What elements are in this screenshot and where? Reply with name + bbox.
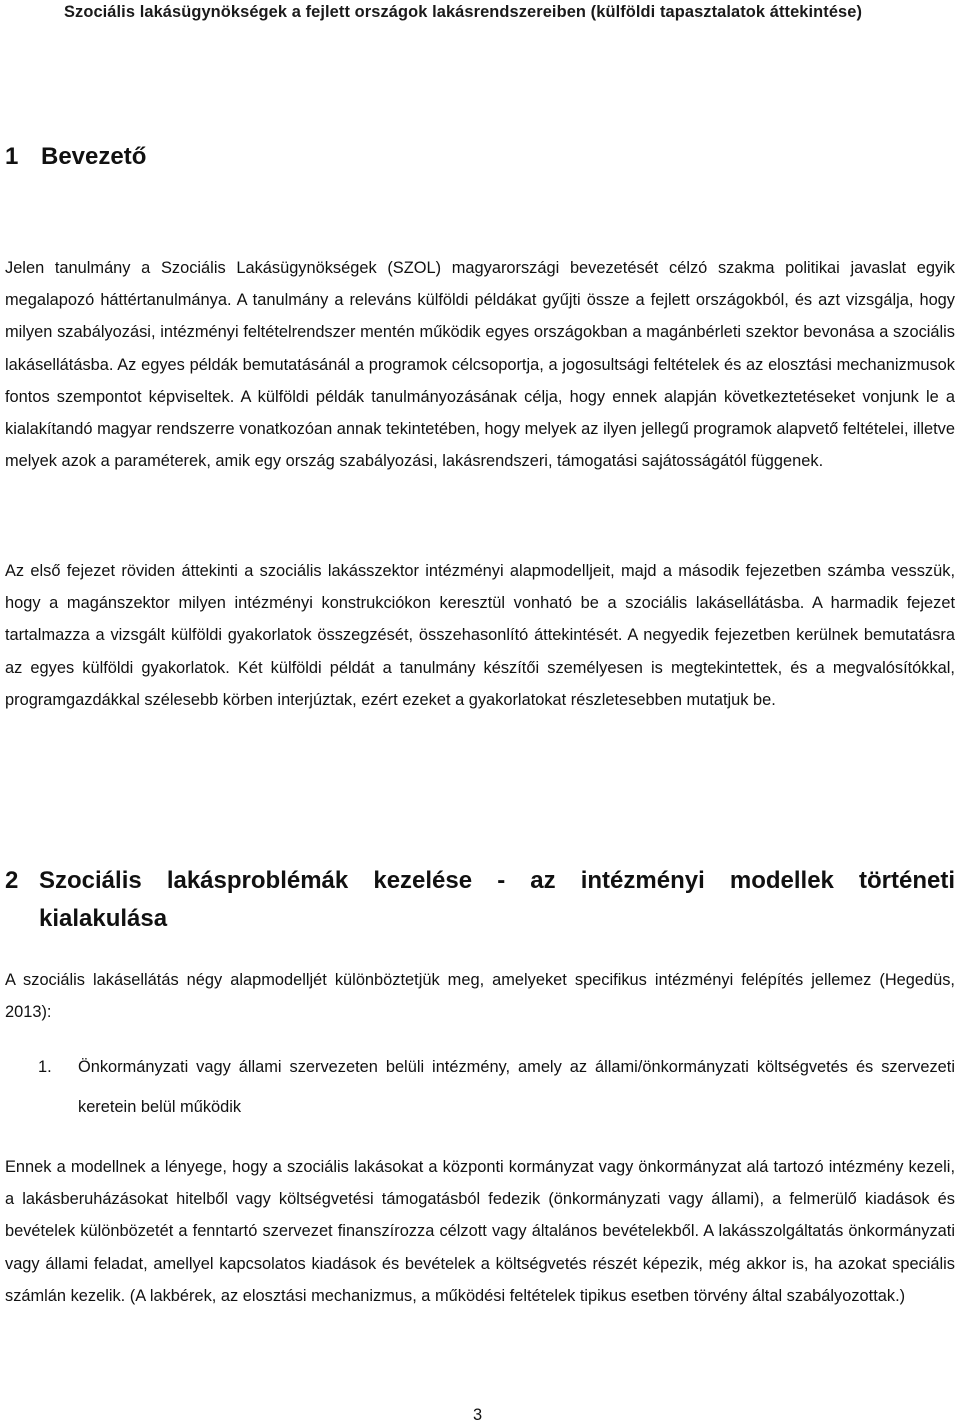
section-1-paragraph-1: Jelen tanulmány a Szociális Lakásügynökségek (SZOL) magyarországi bevezetését célzó szakma politikai javaslat egyik megalapozó háttértanulmánya. A tanulmány a releváns külföldi példákat gyűjti össze a fejlett országokból, és azt vizsgálja, hogy milyen szabályozási, intézményi feltételrendszer mentén működik egyes országokban a magánbérleti szektor bevonása a szociális lakásellátásba. Az egyes példák bemutatásánál a programok célcsoportja, a jogosultsági feltételek és az elosztási mechanizmusok fontos szempontot képviseltek. A külföldi példák tanulmányozásának célja, hogy ennek alapján következtetéseket vonjunk le a kialakítandó magyar rendszerre vonatkozóan annak tekintetében, hogy melyek az ilyen jellegű programok alapvető feltételei, illetve melyek azok a paraméterek, amik egy ország szabályozási, lakásrendszeri, támogatási sajátosságától függenek. [5,259,955,471]
section-1-heading [5,143,146,171]
running-header: Szociális lakásügynökségek a fejlett országok lakásrendszereiben (külföldi tapasztalatok áttekintése) [64,3,863,21]
model-list-item-1 [38,1047,955,1127]
section-2-intro-paragraph: A szociális lakásellátás négy alapmodelljét különböztetjük meg, amelyeket specifikus intézményi felépítés jellemez (Hegedüs, 2013): [5,971,955,1022]
section-2-paragraph-after-list: Ennek a modellnek a lényege, hogy a szociális lakásokat a központi kormányzat vagy önkormányzat alá tartozó intézmény kezeli, a lakásberuházásokat hitelből vagy költségvetési támogatásból fedezik (önkormányzati vagy állami), a felmerülő kiadások és bevételek különbözetét a fenntartó szervezet finanszírozza célzott vagy általános bevételekből. A lakásszolgáltatás önkormányzati vagy állami feladat, amellyel kapcsolatos kiadások és bevételek a költségvetés részét képezik, még akkor is, ha azokat speciális számlán kezelik. (A lakbérek, az elosztási mechanizmus, a működési feltételek tipikus esetben törvény által szabályozottak.) [5,1158,955,1305]
list-item-marker: 1. [38,1058,52,1076]
section-2-number: 2 [5,867,19,894]
section-1-title: Bevezető [41,143,147,170]
list-item-text: Önkormányzati vagy állami szervezeten belüli intézmény, amely az állami/önkormányzati költségvetés és szervezeti keretein belül működik [78,1058,955,1116]
section-1-number: 1 [5,143,19,170]
section-2-title: Szociális lakásproblémák kezelése - az intézményi modellek történeti kialakulása [39,867,955,932]
section-2-heading [5,862,955,938]
page-number: 3 [473,1406,483,1424]
section-1-paragraph-2: Az első fejezet röviden áttekinti a szociális lakásszektor intézményi alapmodelljeit, majd a második fejezetben számba vesszük, hogy a magánszektor milyen intézményi konstrukciókon keresztül vonható be a szociális lakásellátásba. A harmadik fejezet tartalmazza a vizsgált külföldi gyakorlatok összegzését, összehasonlító áttekintését. A negyedik fejezetben kerülnek bemutatásra az egyes külföldi gyakorlatok. Két külföldi példát a tanulmány készítői személyesen is megtekintettek, és a megvalósítókkal, programgazdákkal szélesebb körben interjúztak, ezért ezeket a gyakorlatokat részletesebben mutatjuk be. [5,562,955,709]
